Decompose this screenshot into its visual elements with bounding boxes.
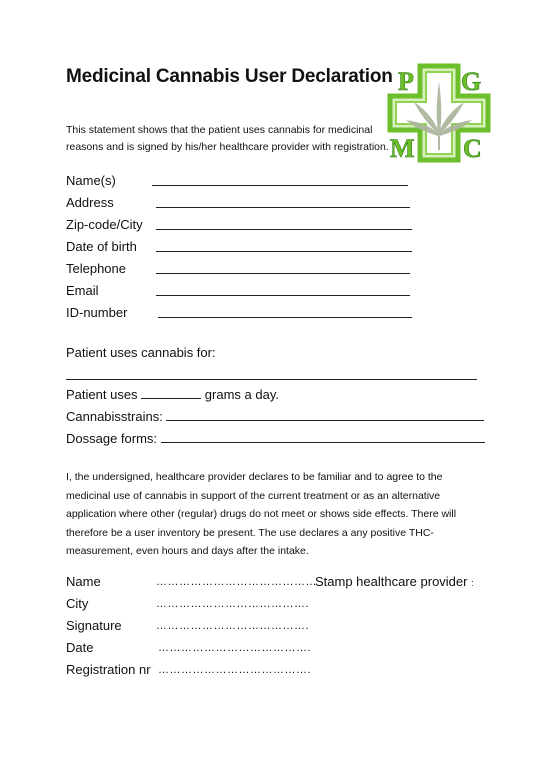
field-label: ID-number — [66, 305, 128, 320]
intro-text: This statement shows that the patient uses cannabis for medicinal reasons and is signed by his/her healthcare provider with registration. — [66, 124, 389, 153]
field-line[interactable] — [152, 185, 408, 186]
field-line[interactable] — [156, 251, 412, 252]
logo-letter-p: P — [398, 67, 414, 96]
field-line[interactable] — [158, 317, 412, 318]
grams-line[interactable] — [141, 386, 201, 399]
field-label: Zip-code/City — [66, 217, 143, 232]
uses-prefix: Patient uses — [66, 387, 138, 402]
sig-dots[interactable]: …………………………………. — [158, 664, 312, 676]
field-label: Address — [66, 195, 114, 210]
strains-row — [66, 406, 484, 428]
sig-dots[interactable]: …………………………………. — [158, 642, 312, 654]
logo-letter-g: G — [461, 67, 482, 96]
dosage-label: Dossage forms: — [66, 431, 158, 446]
sig-dots[interactable]: …………………………………. — [156, 598, 310, 610]
sig-dots[interactable]: …………………………………… — [156, 576, 317, 588]
stamp-colon: : — [471, 578, 474, 588]
sig-label: Date — [66, 640, 94, 655]
pgmc-logo — [386, 62, 492, 164]
field-label: Date of birth — [66, 239, 137, 254]
uses-suffix: grams a day. — [204, 387, 279, 402]
logo-letter-c: C — [463, 134, 482, 163]
stamp-label — [315, 571, 474, 594]
grams-per-day-row — [66, 384, 279, 406]
field-label: Email — [66, 283, 99, 298]
sig-dots[interactable]: …………………………………. — [156, 620, 310, 632]
dosage-line[interactable] — [161, 430, 485, 443]
logo-letter-m: M — [390, 134, 415, 163]
stamp-text: Stamp healthcare provider — [315, 574, 468, 589]
sig-label: Signature — [66, 618, 122, 633]
sig-label: Registration nr — [66, 662, 151, 677]
declaration-text: I, the undersigned, healthcare provider declares to be familiar and to agree to the medicinal use of cannabis in support of the current treatment or as an alternative application where other (regular) drugs do not meet or shows side effects. There will therefore be a user inventory be present. The use declares a any positive THC-measurement, even hours and days after the intake. — [66, 471, 457, 557]
field-line[interactable] — [156, 273, 410, 274]
use-label: Patient uses cannabis for: — [66, 345, 216, 360]
sig-label: Name — [66, 574, 101, 589]
field-label: Telephone — [66, 261, 126, 276]
strains-line[interactable] — [166, 408, 484, 421]
field-line[interactable] — [156, 207, 410, 208]
dosage-row — [66, 428, 485, 450]
field-label: Name(s) — [66, 173, 116, 188]
page-title: Medicinal Cannabis User Declaration — [66, 66, 393, 87]
field-line[interactable] — [156, 295, 410, 296]
strains-label: Cannabisstrains: — [66, 409, 163, 424]
field-line[interactable] — [156, 229, 412, 230]
use-line[interactable] — [66, 379, 477, 380]
sig-label: City — [66, 596, 89, 611]
